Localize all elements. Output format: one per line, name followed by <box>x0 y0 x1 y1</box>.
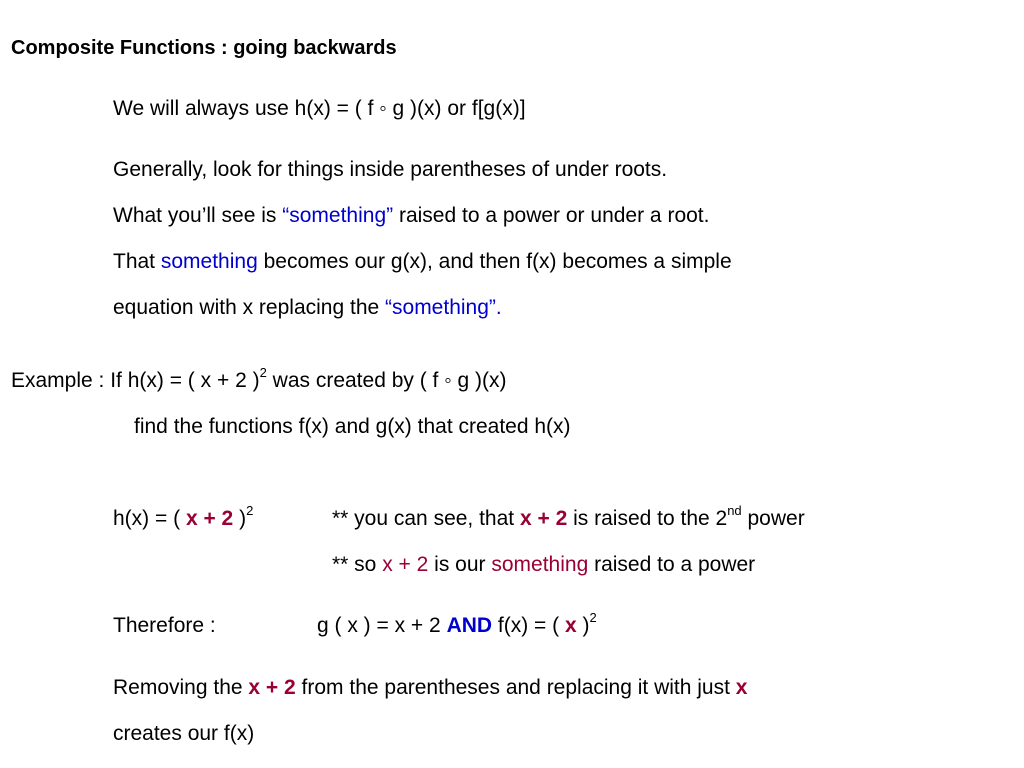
inner-expression: x + 2 <box>185 507 234 530</box>
inner-expression: x + 2 <box>248 676 296 699</box>
general-line-2 <box>113 203 709 229</box>
inner-expression: x + 2 <box>519 507 568 530</box>
text: is our <box>428 553 492 576</box>
text: ) <box>576 614 590 637</box>
text: What you’ll see is <box>113 204 283 227</box>
text: ** you can see, that <box>332 507 520 530</box>
note-line-1 <box>332 503 805 532</box>
general-line-1: Generally, look for things inside parentheses of under roots. <box>113 158 668 181</box>
something-highlight: “something” <box>282 204 394 227</box>
and-keyword: AND <box>446 614 493 637</box>
text: Example : If h(x) = ( x + 2 ) <box>11 369 260 392</box>
page-title: Composite Functions : going backwards <box>11 37 397 59</box>
text: power <box>741 507 805 530</box>
something-highlight: something <box>491 553 589 576</box>
h-equation <box>113 503 254 532</box>
intro-line: We will always use h(x) = ( f ◦ g )(x) or f[g(x)] <box>113 97 526 120</box>
exponent: 2 <box>246 503 254 518</box>
text: h(x) = ( <box>113 507 186 530</box>
something-highlight: something <box>160 250 258 273</box>
f-variable: x <box>735 676 748 699</box>
text: raised to a power <box>588 553 756 576</box>
exponent: 2 <box>259 365 267 380</box>
text: equation with x replacing the <box>113 296 386 319</box>
g-definition: g ( x ) = x + 2 <box>317 614 447 637</box>
exponent: 2 <box>589 610 597 625</box>
text: f(x) = ( <box>492 614 565 637</box>
text: was created by ( f ◦ g )(x) <box>266 369 507 392</box>
text: ) <box>233 507 247 530</box>
text: becomes our g(x), and then f(x) becomes a simple <box>257 250 732 273</box>
text: Removing the <box>113 676 249 699</box>
therefore-result <box>317 610 597 639</box>
text: is raised to the 2 <box>567 507 728 530</box>
general-line-4 <box>113 295 502 321</box>
inner-expression: x + 2 <box>382 553 429 576</box>
text: raised to a power or under a root. <box>393 204 710 227</box>
something-highlight: “something”. <box>385 296 502 319</box>
example-line-2: find the functions f(x) and g(x) that created h(x) <box>134 415 571 438</box>
example-line-1 <box>11 365 507 394</box>
text: ** so <box>332 553 383 576</box>
text: That <box>113 250 161 273</box>
text: from the parentheses and replacing it with just <box>295 676 736 699</box>
ordinal-suffix: nd <box>727 503 742 518</box>
removing-line-1 <box>113 675 747 701</box>
note-line-2 <box>332 552 755 578</box>
therefore-label: Therefore : <box>113 614 216 637</box>
f-variable: x <box>564 614 577 637</box>
general-line-3 <box>113 249 732 275</box>
removing-line-2: creates our f(x) <box>113 722 255 745</box>
